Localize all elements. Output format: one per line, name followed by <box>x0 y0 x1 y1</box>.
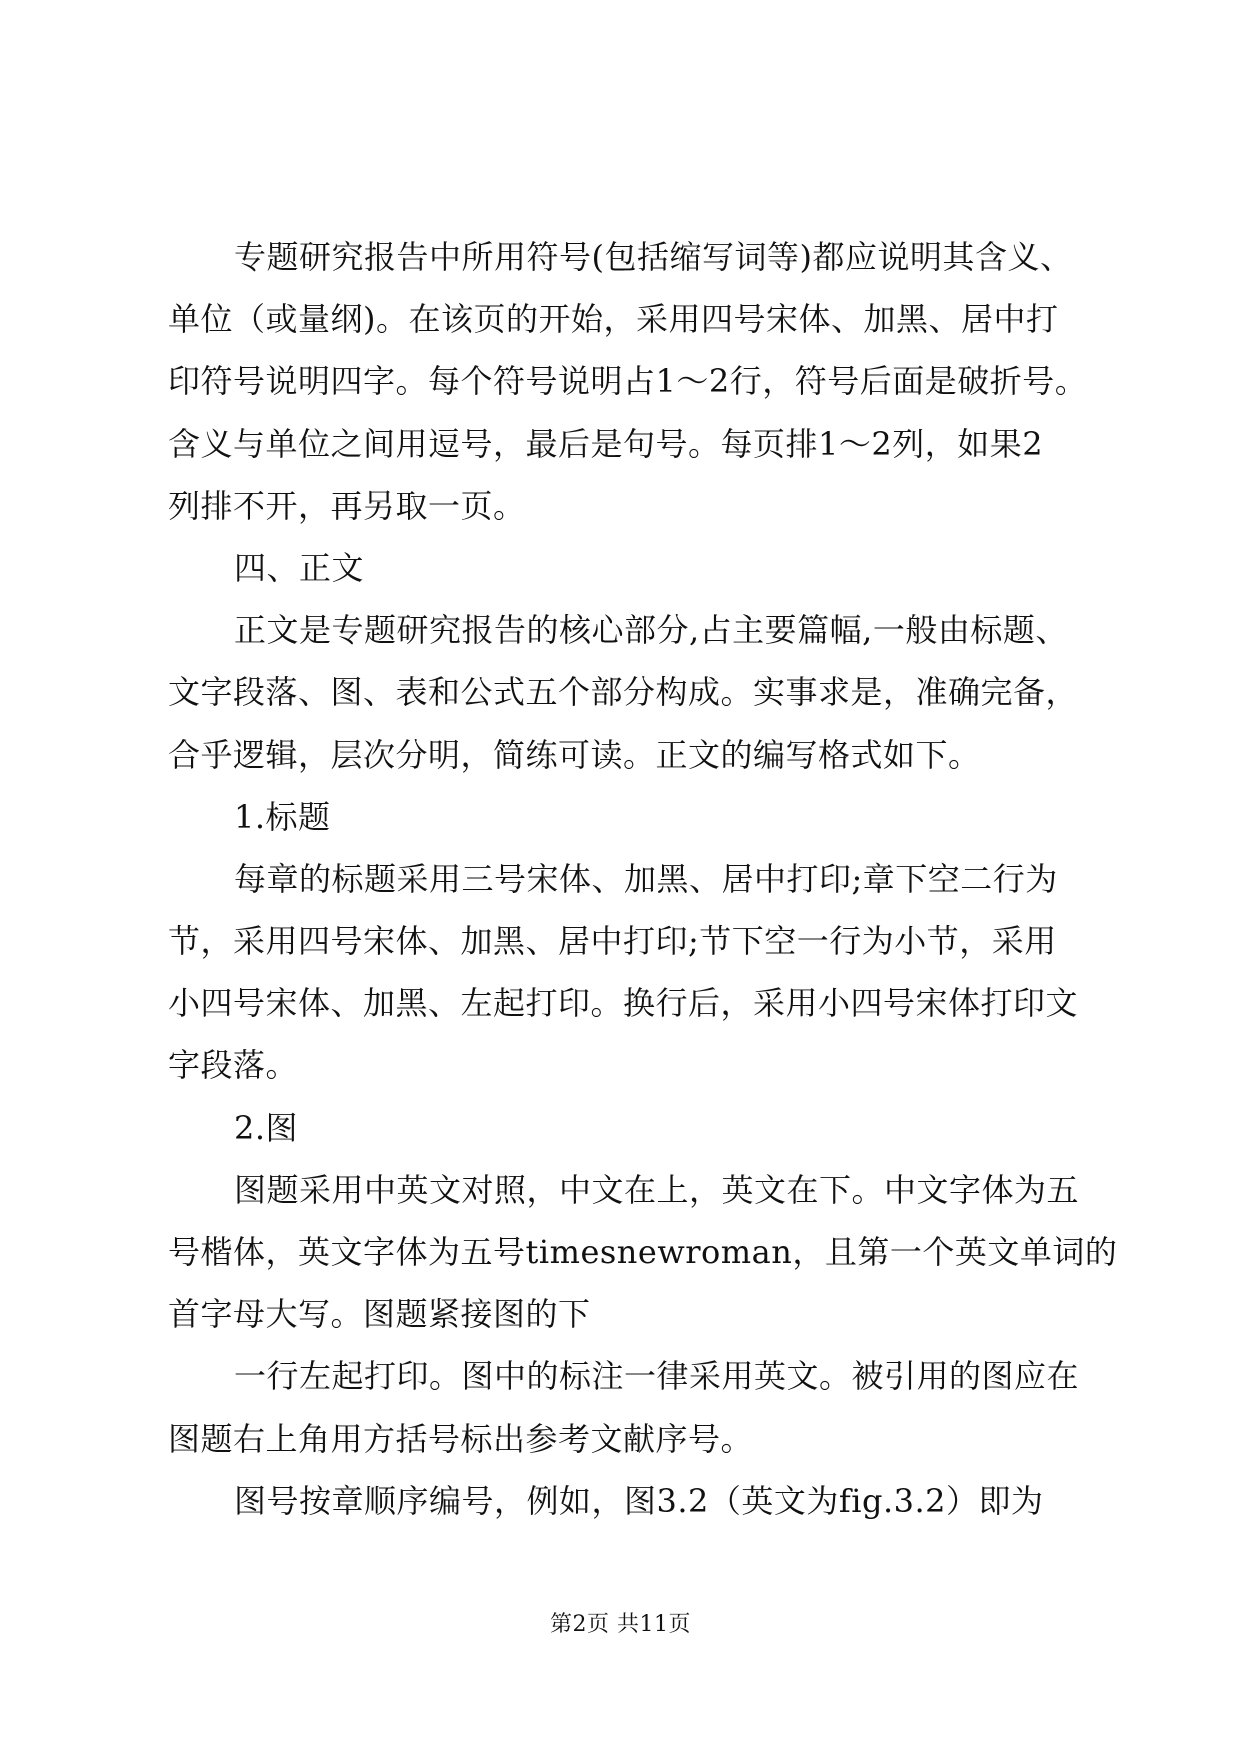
text-line: 节，采用四号宋体、加黑、居中打印;节下空一行为小节，采用 <box>168 922 1057 961</box>
text-line: 四、正文 <box>234 548 365 587</box>
paragraph-figure-labels <box>168 1345 1083 1469</box>
text-line: 正文是专题研究报告的核心部分,占主要篇幅,一般由标题、 <box>234 611 1068 650</box>
text-line: 列排不开，再另取一页。 <box>168 486 526 525</box>
text-line: 图号按章顺序编号，例如，图3.2（英文为fig.3.2）即为 <box>234 1481 1044 1520</box>
text-line: 印符号说明四字。每个符号说明占1～2行，符号后面是破折号。 <box>168 362 1088 401</box>
page-number-footer: 第2页 共11页 <box>550 1612 691 1637</box>
text-line: 字段落。 <box>168 1046 299 1085</box>
subsection-heading <box>168 1097 1083 1159</box>
text-line: 首字母大写。图题紧接图的下 <box>168 1295 591 1334</box>
paragraph-figure-titles <box>168 1159 1118 1346</box>
paragraph-symbols <box>168 226 1088 537</box>
document-body <box>168 226 1118 1532</box>
section-heading <box>168 537 1083 599</box>
text-line: 1.标题 <box>234 797 331 836</box>
subsection-heading <box>168 786 1083 848</box>
text-line: 图题采用中英文对照，中文在上，英文在下。中文字体为五 <box>234 1170 1080 1209</box>
text-line: 含义与单位之间用逗号，最后是句号。每页排1～2列，如果2 <box>168 424 1044 463</box>
text-line: 每章的标题采用三号宋体、加黑、居中打印;章下空二行为 <box>234 859 1058 898</box>
text-line: 文字段落、图、表和公式五个部分构成。实事求是，准确完备， <box>168 673 1079 712</box>
paragraph-headings <box>168 848 1083 1097</box>
paragraph-figure-numbering <box>168 1470 1083 1532</box>
paragraph-main-body <box>168 599 1083 786</box>
text-line: 一行左起打印。图中的标注一律采用英文。被引用的图应在 <box>234 1357 1080 1396</box>
text-line: 合乎逻辑，层次分明，简练可读。正文的编写格式如下。 <box>168 735 981 774</box>
text-line: 专题研究报告中所用符号(包括缩写词等)都应说明其含义、 <box>234 238 1073 276</box>
text-line: 图题右上角用方括号标出参考文献序号。 <box>168 1419 754 1458</box>
text-line: 2.图 <box>234 1108 299 1147</box>
text-line: 小四号宋体、加黑、左起打印。换行后，采用小四号宋体打印文 <box>168 984 1079 1023</box>
text-line: 单位（或量纲)。在该页的开始，采用四号宋体、加黑、居中打 <box>168 300 1059 339</box>
text-line: 号楷体，英文字体为五号timesnewroman，且第一个英文单词的 <box>168 1233 1118 1271</box>
